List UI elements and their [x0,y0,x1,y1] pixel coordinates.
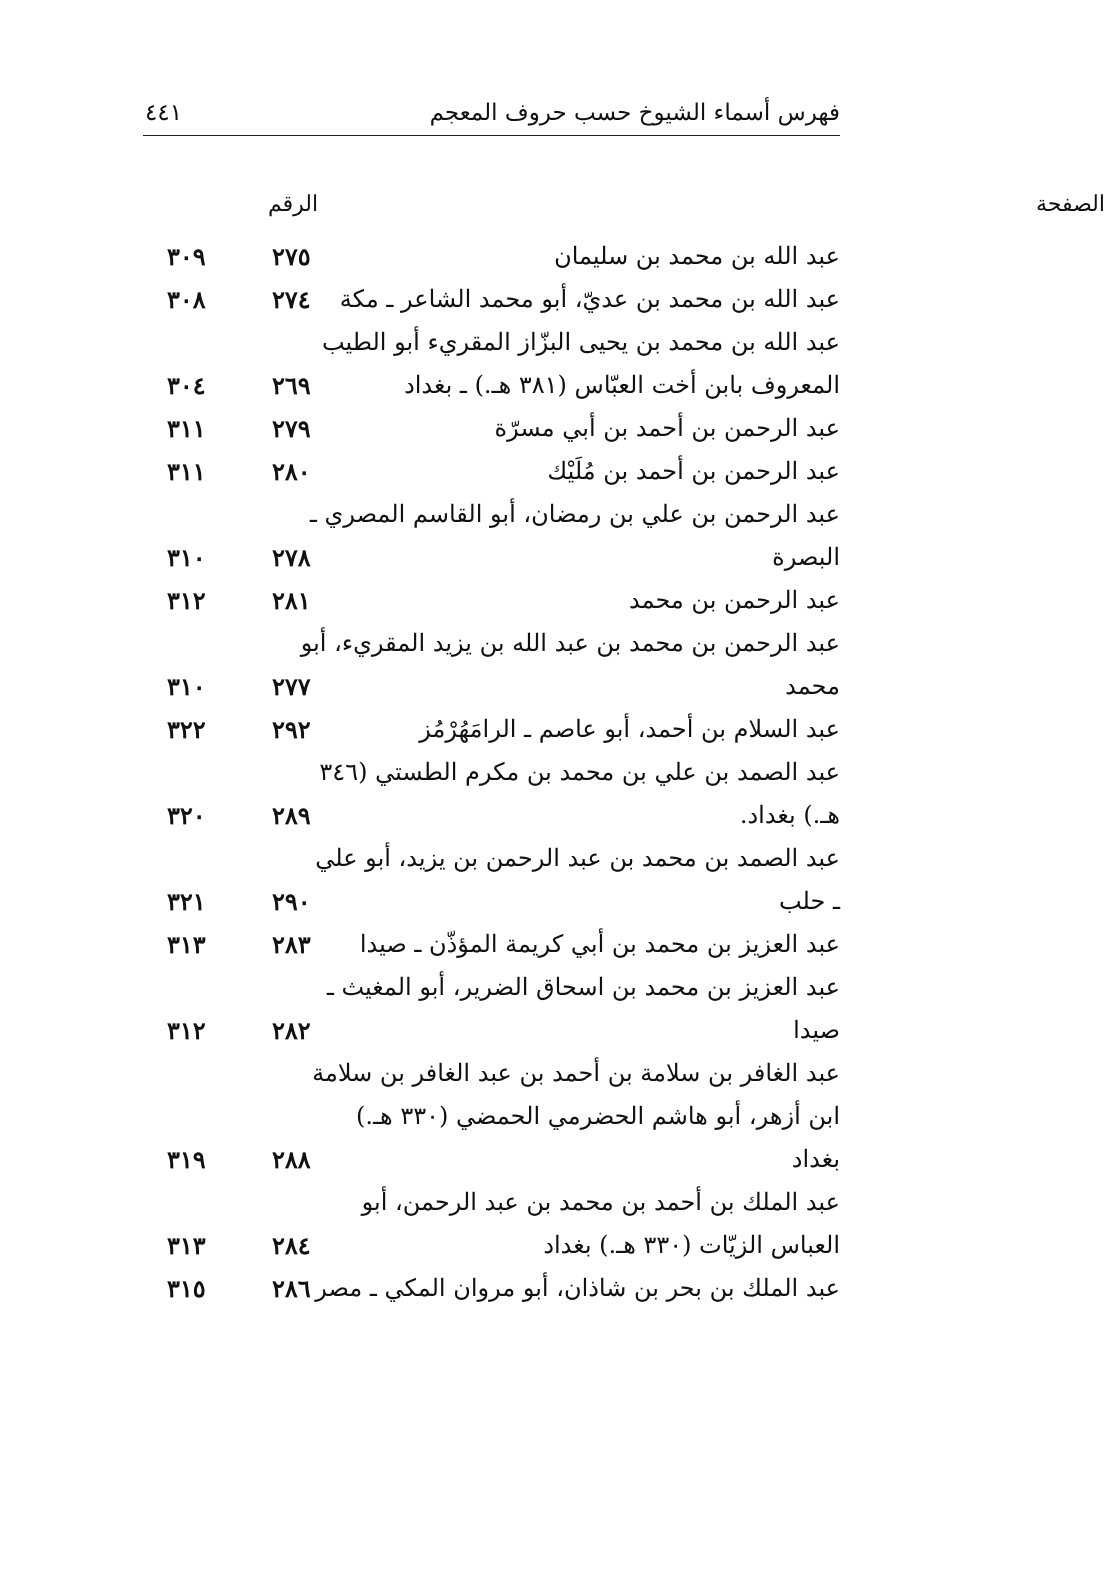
entry-name-text: صيدا [793,1016,840,1044]
entry-name-text: بغداد [791,1145,840,1173]
page-number: ٤٤١ [145,100,183,126]
entry-name-text: عبد الرحمن بن علي بن رمضان، أبو القاسم المصري ـ [309,500,840,528]
entry-name-text: عبد السلام بن أحمد، أبو عاصم ـ الرامَهُرْمُز [419,715,840,743]
entry-name-text: عبد الصمد بن محمد بن عبد الرحمن بن يزيد، أبو علي [315,844,840,872]
entry-page: ٣٢٠ [167,801,206,830]
entry-number: ٢٦٩ [272,371,311,400]
entry-number: ٢٨٨ [272,1145,311,1174]
entry-name-text: عبد العزيز بن محمد بن اسحاق الضرير، أبو المغيث ـ [326,973,840,1001]
entry-name-text: عبد الصمد بن علي بن محمد بن مكرم الطستي (٣٤٦ [319,758,840,786]
entry-page: ٣١٠ [167,672,206,701]
entry-name-text: محمد [785,672,840,700]
entry-page: ٣١٢ [167,1016,206,1045]
entry-name-text: العباس الزيّات (٣٣٠ هـ.) بغداد [543,1231,840,1259]
entry-name-text: ابن أزهر، أبو هاشم الحضرمي الحمضي (٣٣٠ هـ.) [356,1102,840,1130]
entry-number: ٢٧٤ [272,285,311,314]
entry-number: ٢٩٢ [272,715,311,744]
entry-page: ٣١٩ [167,1145,206,1174]
entry-name-text: عبد الغافر بن سلامة بن أحمد بن عبد الغافر بن سلامة [312,1059,840,1087]
entry-name-text: عبد الرحمن بن محمد [628,586,840,614]
entry-number: ٢٨٣ [272,930,311,959]
entry-number: ٢٨٤ [272,1231,311,1260]
entry-page: ٣١١ [167,414,206,443]
entry-number: ٢٧٧ [272,672,311,701]
number-column-heading: الرقم [268,192,319,217]
page-column-heading: الصفحة [1035,192,1105,217]
entry-page: ٣١٣ [167,1231,206,1260]
entry-name-text: عبد الملك بن أحمد بن محمد بن عبد الرحمن، أبو [361,1188,840,1216]
entry-number: ٢٨٠ [272,457,311,486]
entry-number: ٢٧٥ [272,242,311,271]
entry-page: ٣١٢ [167,586,206,615]
entry-name-text: عبد الرحمن بن محمد بن عبد الله بن يزيد المقريء، أبو [300,629,840,657]
entry-name-text: عبد الله بن محمد بن عديّ، أبو محمد الشاعر ـ مكة [339,285,840,313]
running-title: فهرس أسماء الشيوخ حسب حروف المعجم [429,100,840,126]
entry-page: ٣٠٤ [167,371,206,400]
entry-name-text: عبد الله بن محمد بن يحيى البزّاز المقريء أبو الطيب [321,328,840,356]
entry-page: ٣٢٢ [167,715,206,744]
entry-name-text: عبد الرحمن بن أحمد بن مُلَيْك [547,457,840,485]
entry-name-text: عبد الله بن محمد بن سليمان [554,242,840,270]
entry-name-text: البصرة [772,543,840,571]
entry-page: ٣٠٨ [167,285,206,314]
entry-number: ٢٧٨ [272,543,311,572]
entry-name-text: ـ حلب [778,887,840,915]
entry-number: ٢٨٦ [272,1274,311,1303]
entry-name-text: عبد الرحمن بن أحمد بن أبي مسرّة [494,414,840,442]
entry-page: ٣١٥ [167,1274,206,1303]
entry-page: ٣١١ [167,457,206,486]
entry-number: ٢٨٩ [272,801,311,830]
entry-number: ٢٩٠ [272,887,311,916]
entry-number: ٢٨٢ [272,1016,311,1045]
entry-number: ٢٧٩ [272,414,311,443]
entry-page: ٣٢١ [167,887,206,916]
entry-page: ٣٠٩ [167,242,206,271]
entry-number: ٢٨١ [272,586,311,615]
entry-name-text: المعروف بابن أخت العبّاس (٣٨١ هـ.) ـ بغداد [404,371,840,399]
entry-name-text: عبد الملك بن بحر بن شاذان، أبو مروان المكي ـ مصر [315,1274,840,1302]
entry-page: ٣١٣ [167,930,206,959]
entry-page: ٣١٠ [167,543,206,572]
entry-name-text: هـ.) بغداد. [739,801,840,829]
entry-name-text: عبد العزيز بن محمد بن أبي كريمة المؤذّن ـ صيدا [359,930,840,958]
